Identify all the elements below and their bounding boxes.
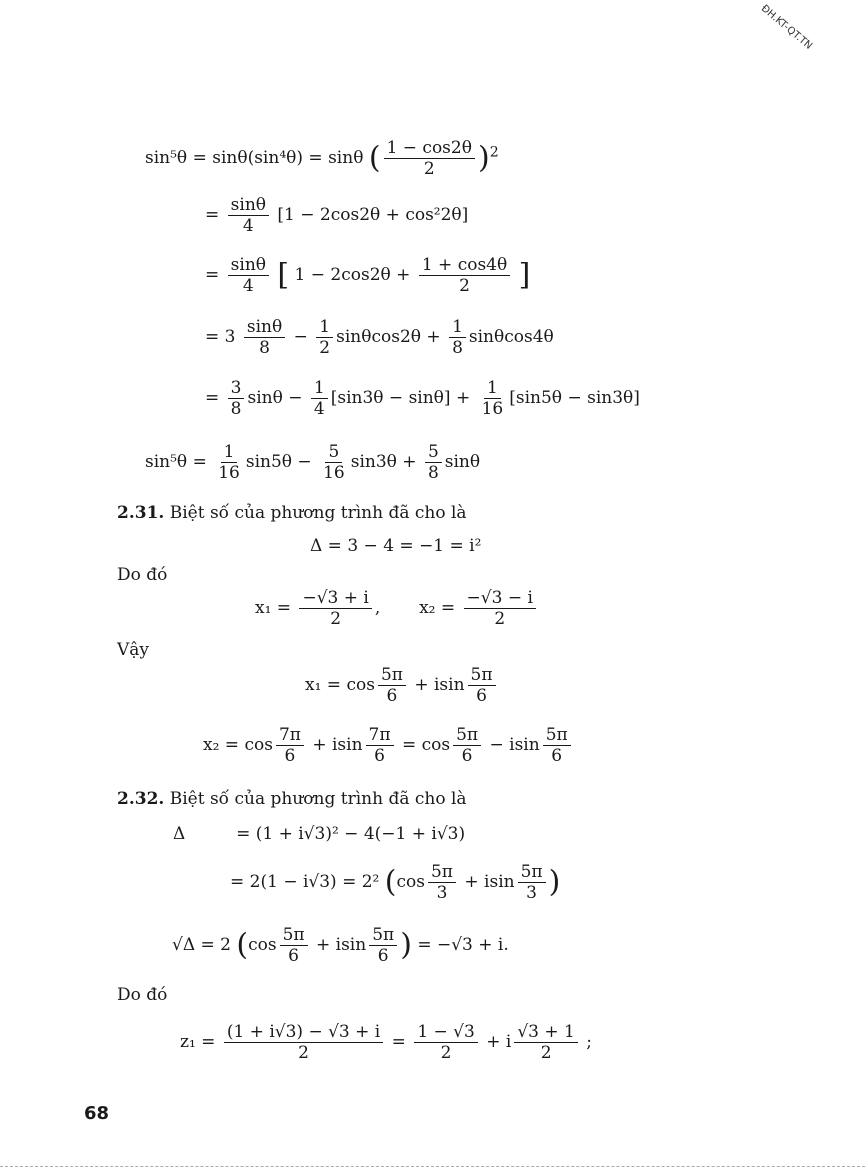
denominator: 6	[476, 686, 487, 706]
eq-sign: =	[205, 265, 220, 285]
fraction	[543, 725, 571, 766]
bracket-close: ]	[518, 257, 531, 293]
page-number: 68	[84, 1103, 110, 1124]
eq-term: [sin3θ − sinθ] +	[330, 388, 471, 408]
equation-line3	[205, 255, 530, 296]
denominator: 8	[452, 338, 463, 358]
numerator: 5π	[428, 862, 456, 883]
exponent: 2	[489, 144, 499, 161]
fraction	[299, 588, 371, 629]
denominator: 16	[481, 399, 504, 419]
paren-open: (	[368, 140, 381, 176]
numerator: 1 − √3	[414, 1022, 478, 1043]
equation-line5	[205, 378, 640, 419]
numerator: sinθ	[244, 317, 285, 338]
separator: ,	[374, 598, 381, 618]
denominator: 3	[436, 883, 448, 903]
denominator: 6	[461, 746, 473, 766]
numerator: 5π	[518, 862, 546, 883]
eq-lhs: z₁ =	[180, 1032, 216, 1052]
eq-sign: =	[391, 1032, 406, 1052]
denominator: 2	[423, 159, 435, 179]
fraction	[449, 317, 466, 358]
numerator: 3	[228, 378, 245, 399]
fraction	[419, 255, 510, 296]
minus: −	[293, 327, 308, 347]
eq-term: = 2	[200, 935, 231, 955]
page-bottom-rule	[0, 1166, 865, 1167]
delta-line	[173, 824, 465, 844]
fraction	[464, 588, 536, 629]
fraction	[428, 862, 456, 903]
equation-sin5-line1	[145, 138, 499, 179]
denominator: 6	[551, 746, 563, 766]
x2-polar-line	[203, 725, 574, 766]
eq-term: sinθ −	[247, 388, 303, 408]
numerator: 5π	[369, 925, 397, 946]
equation-line2	[205, 195, 468, 236]
eq-sign: =	[192, 148, 207, 168]
fraction	[228, 195, 269, 236]
eq-sign: =	[308, 148, 323, 168]
eq-lhs: sin⁵θ	[145, 148, 188, 168]
eq-term: + isin	[312, 735, 363, 755]
eq-lhs: √Δ	[172, 935, 196, 955]
paren-open: (	[384, 864, 397, 900]
problem-2-32-heading	[117, 789, 467, 809]
numerator: 1	[449, 317, 466, 338]
denominator: 2	[298, 1043, 309, 1063]
equation-line4	[205, 317, 554, 358]
fraction	[384, 138, 475, 179]
bracket-open: [	[277, 257, 290, 293]
denominator: 6	[288, 946, 299, 966]
numerator: −√3 + i	[299, 588, 371, 609]
fraction	[320, 442, 348, 483]
eq-term: = cos	[401, 735, 451, 755]
numerator: 1 + cos4θ	[419, 255, 510, 276]
fraction	[425, 442, 442, 483]
eq-term: + isin	[464, 872, 515, 892]
equation-result	[145, 442, 480, 483]
fraction	[244, 317, 285, 358]
sqrt-delta-line	[172, 925, 509, 966]
problem-2-31-heading	[117, 503, 467, 523]
denominator: 6	[374, 746, 385, 766]
eq-lhs: Δ	[173, 824, 186, 844]
eq-term: cos	[248, 935, 277, 955]
eq-term: + isin	[316, 935, 367, 955]
problem-text: Biệt số của phương trình đã cho là	[169, 503, 467, 523]
eq-term: + isin	[414, 675, 465, 695]
fraction	[311, 378, 328, 419]
eq-term: − isin	[489, 735, 540, 755]
eq-term: = 2(1 − i√3) = 2²	[230, 872, 380, 892]
eq-term: [1 − 2cos2θ + cos²2θ]	[277, 205, 469, 225]
denominator: 16	[323, 463, 345, 483]
fraction	[228, 378, 245, 419]
numerator: 1	[221, 442, 238, 463]
eq-term: sinθ(sin⁴θ)	[212, 148, 304, 168]
eq-term: = −√3 + i.	[417, 935, 509, 955]
vay-text: Vậy	[117, 640, 150, 660]
denominator: 4	[313, 399, 325, 419]
numerator: 5π	[543, 725, 571, 746]
denominator: 2	[319, 338, 331, 358]
fraction	[369, 925, 397, 966]
fraction	[224, 1022, 383, 1063]
denominator: 4	[242, 216, 254, 236]
numerator: 5π	[468, 665, 496, 686]
z1-line	[180, 1022, 592, 1063]
eq-lhs: sin⁵θ =	[145, 452, 207, 472]
numerator: 5π	[378, 665, 406, 686]
numerator: 7π	[276, 725, 304, 746]
numerator: 1	[311, 378, 328, 399]
denominator: 2	[459, 276, 470, 296]
eq-term: sinθ	[328, 148, 364, 168]
denominator: 8	[259, 338, 270, 358]
fraction	[366, 725, 394, 766]
denominator: 3	[526, 883, 537, 903]
delta-polar-line	[230, 862, 560, 903]
discriminant-line: Δ = 3 − 4 = −1 = i²	[310, 536, 482, 556]
do-do-text: Do đó	[117, 985, 168, 1005]
numerator: 1	[484, 378, 501, 399]
fraction	[378, 665, 406, 706]
denominator: 6	[386, 686, 398, 706]
denominator: 8	[230, 399, 242, 419]
denominator: 2	[540, 1043, 552, 1063]
numerator: (1 + i√3) − √3 + i	[224, 1022, 383, 1043]
eq-term: [sin5θ − sin3θ]	[509, 388, 640, 408]
denominator: 2	[440, 1043, 452, 1063]
numerator: 7π	[366, 725, 394, 746]
root-lhs: x₁ =	[255, 598, 292, 618]
denominator: 6	[377, 946, 389, 966]
eq-term: 1 − 2cos2θ +	[294, 265, 411, 285]
do-do-text: Do đó	[117, 565, 168, 585]
fraction	[316, 317, 333, 358]
denominator: 6	[284, 746, 296, 766]
eq-term: sinθ	[444, 452, 481, 472]
paren-close: )	[548, 864, 561, 900]
roots-line	[255, 588, 539, 629]
numerator: −√3 − i	[464, 588, 536, 609]
paren-close: )	[477, 140, 490, 176]
numerator: 5π	[453, 725, 481, 746]
eq-lhs: x₂ = cos	[203, 735, 273, 755]
eq-term: sinθcos2θ +	[336, 327, 441, 347]
numerator: √3 + 1	[514, 1022, 578, 1043]
eq-term: cos	[396, 872, 425, 892]
denominator: 8	[427, 463, 439, 483]
denominator: 2	[330, 609, 342, 629]
eq-term: + i	[486, 1032, 512, 1052]
fraction	[479, 378, 507, 419]
fraction	[468, 665, 496, 706]
problem-label: 2.32.	[117, 789, 165, 809]
fraction	[453, 725, 481, 766]
numerator: 5	[425, 442, 442, 463]
eq-term: sin3θ +	[350, 452, 417, 472]
denominator: 4	[242, 276, 254, 296]
eq-term: ;	[586, 1032, 593, 1052]
eq-rhs: = (1 + i√3)² − 4(−1 + i√3)	[236, 824, 466, 844]
numerator: 1 − cos2θ	[384, 138, 475, 159]
eq-sign: =	[205, 205, 220, 225]
fraction	[228, 255, 269, 296]
root-lhs: x₂ =	[419, 598, 456, 618]
fraction	[518, 862, 546, 903]
fraction	[414, 1022, 478, 1063]
fraction	[280, 925, 308, 966]
fraction	[276, 725, 304, 766]
eq-lhs: x₁ = cos	[305, 675, 375, 695]
eq-sign: =	[205, 388, 220, 408]
paren-open: (	[236, 927, 249, 963]
denominator: 2	[494, 609, 506, 629]
denominator: 16	[218, 463, 240, 483]
eq-term: sinθcos4θ	[468, 327, 554, 347]
problem-label: 2.31.	[117, 503, 165, 523]
fraction	[514, 1022, 578, 1063]
numerator: sinθ	[228, 255, 269, 276]
numerator: 5	[325, 442, 342, 463]
x1-polar-line	[305, 665, 499, 706]
problem-text: Biệt số của phương trình đã cho là	[169, 789, 467, 809]
numerator: sinθ	[228, 195, 269, 216]
numerator: 5π	[280, 925, 308, 946]
fraction	[215, 442, 243, 483]
numerator: 1	[316, 317, 333, 338]
eq-sign: = 3	[205, 327, 236, 347]
paren-close: )	[400, 927, 412, 963]
library-stamp: ĐH.KT-QT.TN	[758, 3, 814, 52]
eq-term: sin5θ −	[245, 452, 312, 472]
